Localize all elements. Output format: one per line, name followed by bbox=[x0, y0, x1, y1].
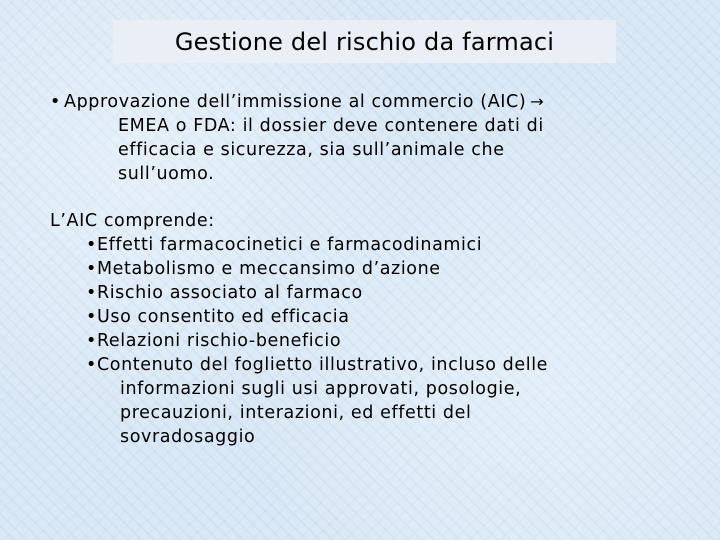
list-item-continuation: precauzioni, interazioni, ed effetti del bbox=[120, 403, 472, 423]
list-item bbox=[86, 233, 482, 257]
bullet-icon: • bbox=[86, 283, 97, 303]
aic-heading: L’AIC comprende: bbox=[50, 211, 215, 231]
approval-line-4: sull’uomo. bbox=[118, 164, 215, 184]
list-item-continuation: sovradosaggio bbox=[120, 427, 256, 447]
list-item-text: Rischio associato al farmaco bbox=[96, 283, 363, 303]
list-item-text: Uso consentito ed efficacia bbox=[96, 307, 350, 327]
bullet-icon: • bbox=[86, 259, 97, 279]
list-item bbox=[86, 353, 548, 377]
bullet-icon: • bbox=[50, 92, 61, 112]
list-item-text: Metabolismo e meccansimo d’azione bbox=[96, 259, 441, 279]
list-item-continuation: informazioni sugli usi approvati, posologie, bbox=[120, 379, 522, 399]
bullet-icon: • bbox=[86, 235, 97, 255]
approval-line-1 bbox=[50, 90, 544, 114]
title-box bbox=[113, 20, 616, 63]
list-item-text: Effetti farmacocinetici e farmacodinamici bbox=[96, 235, 483, 255]
arrow-right-icon: → bbox=[530, 92, 545, 111]
slide-title: Gestione del rischio da farmaci bbox=[174, 27, 555, 56]
list-item bbox=[86, 305, 350, 329]
list-item-text: Relazioni rischio-beneficio bbox=[96, 331, 342, 351]
bullet-icon: • bbox=[86, 307, 97, 327]
list-item bbox=[86, 281, 363, 305]
approval-line-3: efficacia e sicurezza, sia sull’animale che bbox=[118, 140, 505, 160]
bullet-icon: • bbox=[86, 355, 97, 375]
list-item-text: Contenuto del foglietto illustrativo, incluso delle bbox=[96, 355, 549, 375]
list-item bbox=[86, 329, 341, 353]
bullet-icon: • bbox=[86, 331, 97, 351]
approval-line-2: EMEA o FDA: il dossier deve contenere dati di bbox=[118, 116, 544, 136]
list-item bbox=[86, 257, 441, 281]
approval-text-1: Approvazione dell’immissione al commercio (AIC) bbox=[64, 92, 527, 112]
